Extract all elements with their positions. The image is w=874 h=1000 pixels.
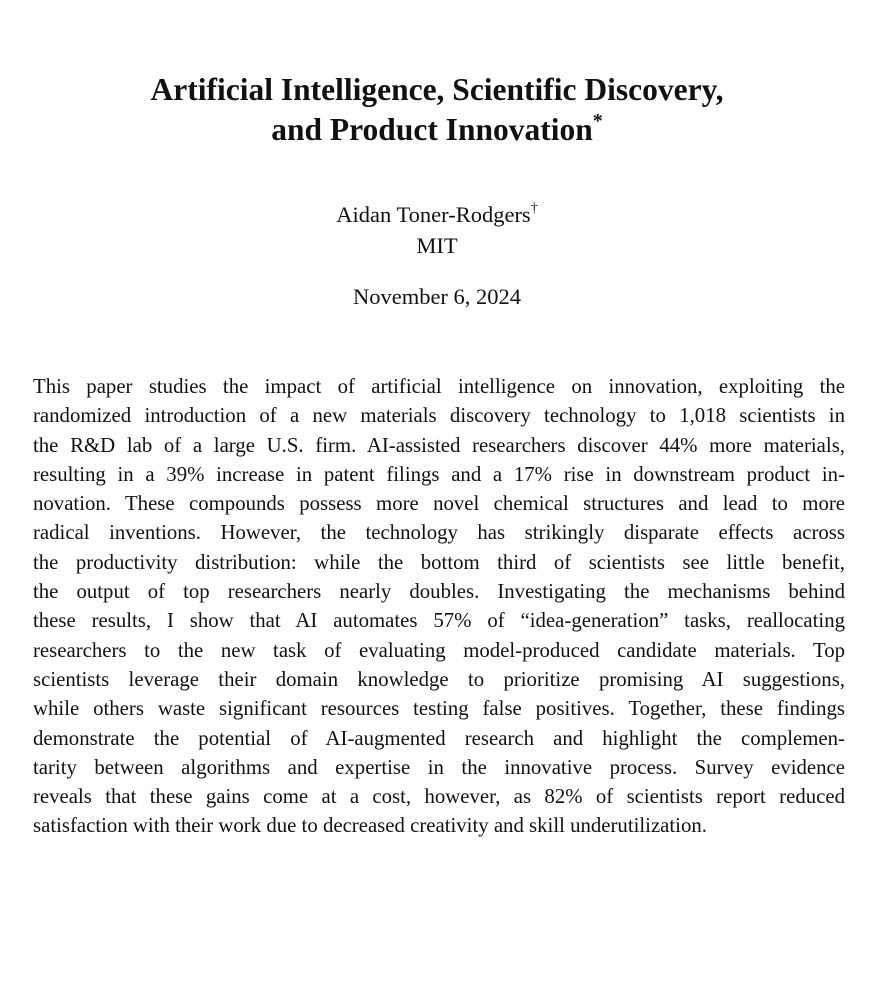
author-affiliation: MIT <box>416 233 458 258</box>
paper-title <box>0 70 874 150</box>
paper-title-line-2-text: and Product Innovation <box>271 112 593 147</box>
abstract-line: demonstrate the potential of AI-augmented research and highlight the complemen- <box>33 726 845 750</box>
abstract-line: these results, I show that AI automates 57% of “idea-generation” tasks, reallocating <box>33 609 845 633</box>
author-name-line <box>0 199 874 230</box>
abstract-line: randomized introduction of a new materials discovery technology to 1,018 scientists in <box>33 404 845 428</box>
abstract-line: the R&D lab of a large U.S. firm. AI-assisted researchers discover 44% more materials, <box>33 433 845 457</box>
title-footnote-mark[interactable]: * <box>592 109 603 132</box>
abstract-line: the productivity distribution: while the bottom third of scientists see little benefit, <box>33 550 845 574</box>
paper-title-line-2 <box>0 110 874 150</box>
abstract-line: This paper studies the impact of artificial intelligence on innovation, exploiting the <box>33 375 845 398</box>
abstract-line: scientists leverage their domain knowledge to prioritize promising AI suggestions, <box>33 667 845 691</box>
abstract-line: while others waste significant resources testing false positives. Together, these findings <box>33 697 845 721</box>
abstract-line: tarity between algorithms and expertise in the innovative process. Survey evidence <box>33 755 845 779</box>
abstract-line: reveals that these gains come at a cost, however, as 82% of scientists report reduced <box>33 785 845 809</box>
abstract-line: satisfaction with their work due to decreased creativity and skill underutilization. <box>33 814 707 838</box>
abstract <box>33 372 845 841</box>
abstract-line: radical inventions. However, the technology has strikingly disparate effects across <box>33 521 845 545</box>
paper-title-line-1: Artificial Intelligence, Scientific Discovery, <box>150 72 724 107</box>
author-footnote-mark[interactable]: † <box>530 200 538 216</box>
abstract-line: novation. These compounds possess more novel chemical structures and lead to more <box>33 492 845 516</box>
abstract-line: resulting in a 39% increase in patent filings and a 17% rise in downstream product in- <box>33 462 845 486</box>
abstract-line: researchers to the new task of evaluating model-produced candidate materials. Top <box>33 638 845 662</box>
author-name: Aidan Toner-Rodgers <box>336 202 531 227</box>
paper-date: November 6, 2024 <box>352 284 522 309</box>
abstract-line: the output of top researchers nearly doubles. Investigating the mechanisms behind <box>33 580 845 604</box>
author-block <box>0 199 874 261</box>
